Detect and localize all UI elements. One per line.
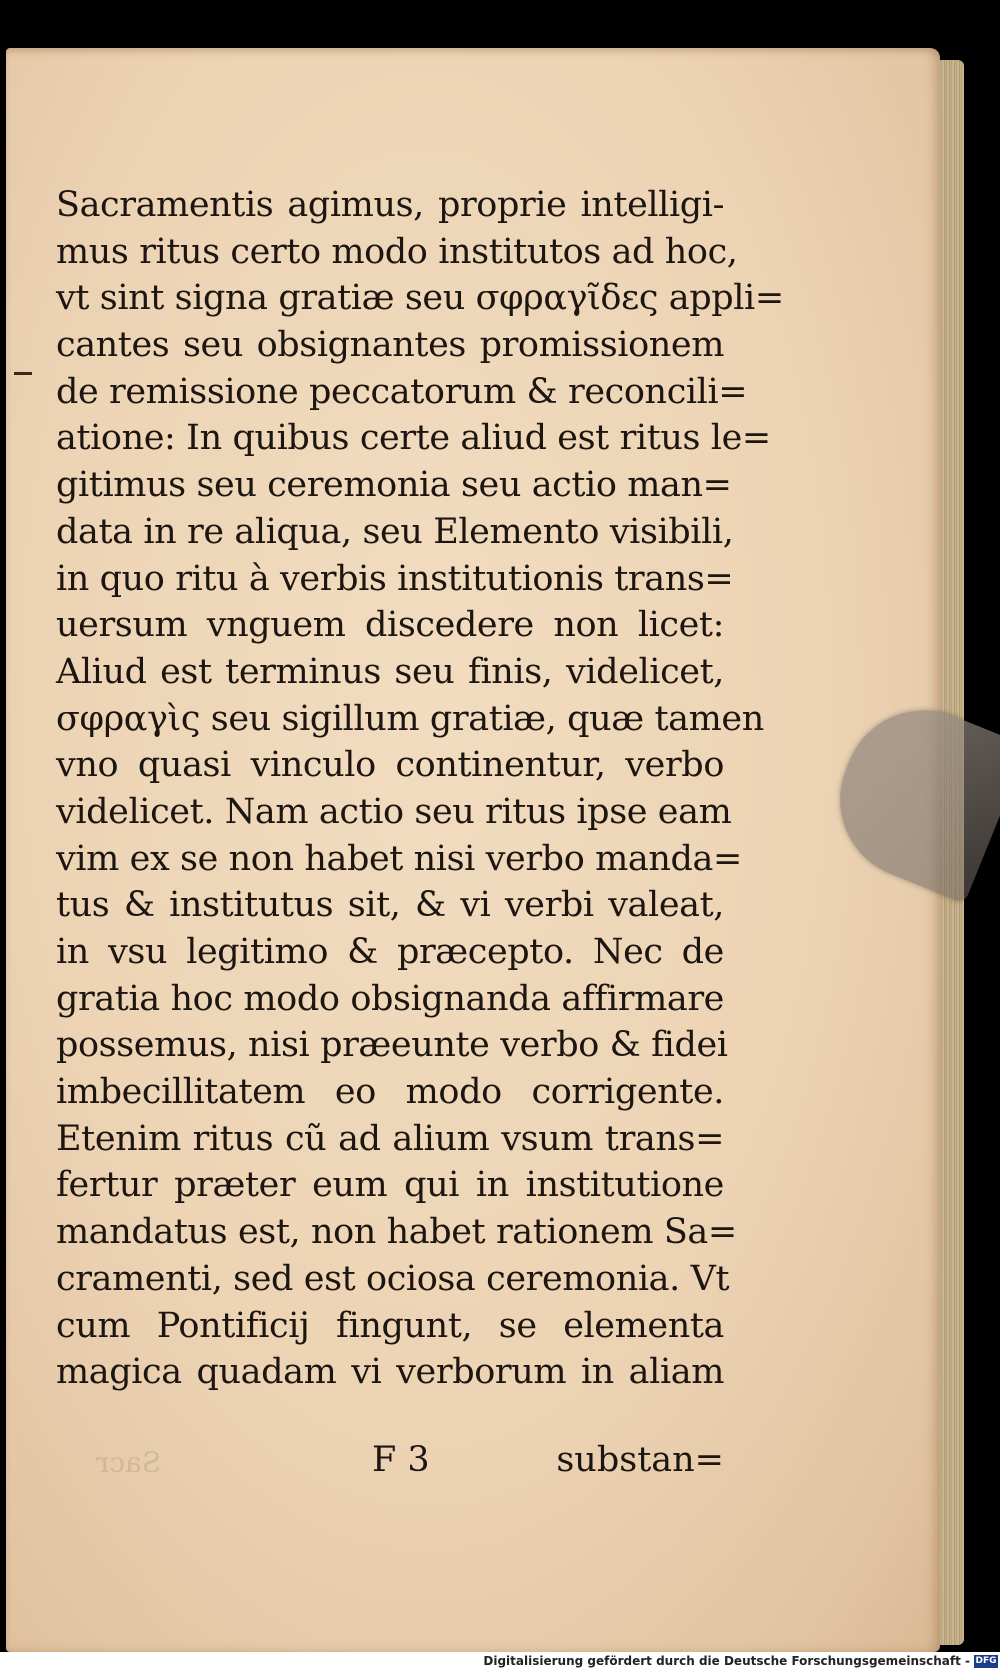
- text-line: mus ritus certo modo institutos ad hoc,: [56, 231, 738, 272]
- text-line: Etenim ritus cũ ad alium vsum trans=: [56, 1118, 724, 1159]
- text-line: vim ex se non habet nisi verbo manda=: [56, 838, 742, 879]
- text-line: in quo ritu à verbis institutionis trans=: [56, 558, 734, 599]
- page-footer: [56, 1440, 724, 1490]
- catchword: substan=: [556, 1440, 724, 1480]
- digitization-credit-bar: [0, 1652, 1000, 1671]
- text-line: possemus, nisi præeunte verbo & fidei: [56, 1025, 728, 1066]
- text-line: gitimus seu ceremonia seu actio man=: [56, 465, 732, 506]
- text-line: fertur præter eum qui in institutione: [56, 1165, 724, 1206]
- dfg-logo: DFG: [975, 1656, 997, 1666]
- text-block: [56, 182, 784, 1396]
- book-page: [6, 48, 940, 1652]
- bleed-through-text: Sacr: [96, 1446, 161, 1479]
- text-line: imbecillitatem eo modo corrigente.: [56, 1072, 724, 1113]
- text-line: Sacramentis agimus, proprie intelligi-: [56, 185, 724, 225]
- text-line: σφραγὶς seu sigillum gratiæ, quæ tamen: [56, 698, 764, 739]
- text-line: uersum vnguem discedere non licet:: [56, 605, 724, 646]
- text-line: magica quadam vi verborum in aliam: [56, 1352, 724, 1393]
- signature-mark: F 3: [372, 1440, 430, 1480]
- text-line: de remissione peccatorum & reconcili=: [56, 371, 748, 412]
- text-line: mandatus est, non habet rationem Sa=: [56, 1212, 737, 1253]
- text-line: in vsu legitimo & præcepto. Nec de: [56, 932, 724, 972]
- text-line: Aliud est terminus seu finis, videlicet,: [56, 651, 724, 692]
- text-line: cantes seu obsignantes promissionem: [56, 325, 724, 366]
- text-line: vno quasi vinculo continentur, verbo: [56, 745, 724, 786]
- text-line: cum Pontificij fingunt, se elementa: [56, 1305, 724, 1346]
- credit-text: Digitalisierung gefördert durch die Deutsche Forschungsgemeinschaft -: [483, 1654, 970, 1668]
- text-line: tus & institutus sit, & vi verbi valeat,: [56, 885, 724, 926]
- text-line: gratia hoc modo obsignanda affirmare: [56, 978, 724, 1019]
- text-line: videlicet. Nam actio seu ritus ipse eam: [56, 791, 732, 832]
- text-line: cramenti, sed est ociosa ceremonia. Vt: [56, 1258, 730, 1299]
- margin-mark: [14, 372, 32, 375]
- text-line: vt sint signa gratiæ seu σφραγῖδες appli=: [56, 278, 784, 319]
- text-line: atione: In quibus certe aliud est ritus le=: [56, 418, 771, 459]
- text-line: data in re aliqua, seu Elemento visibili,: [56, 511, 734, 552]
